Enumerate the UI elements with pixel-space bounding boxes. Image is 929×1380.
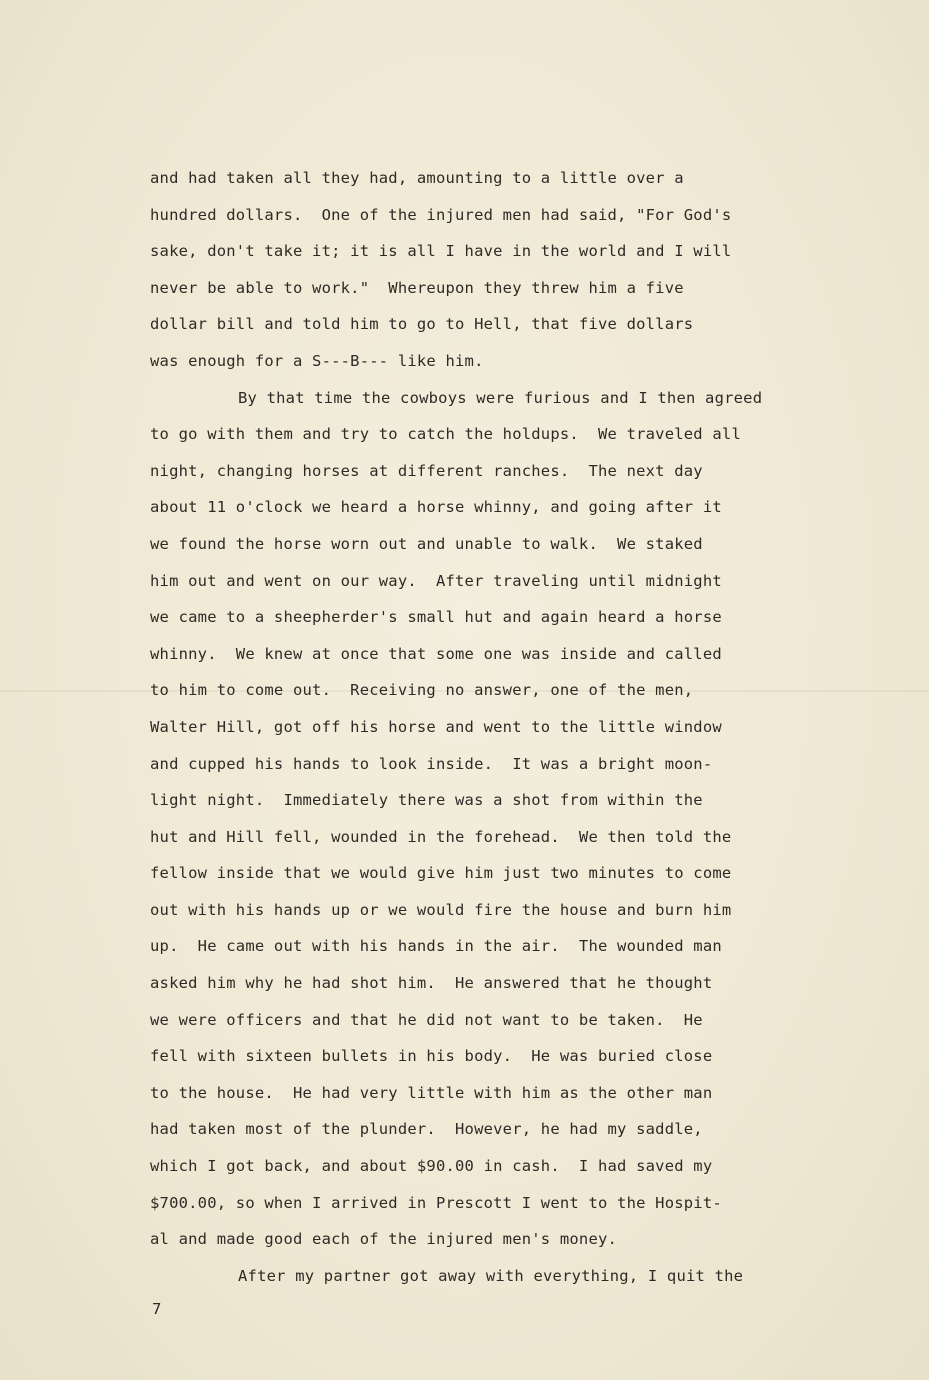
text-line: Walter Hill, got off his horse and went to the little window [150, 717, 722, 736]
text-line: we were officers and that he did not want to be taken. He [150, 1010, 703, 1029]
text-line: fellow inside that we would give him just two minutes to come [150, 864, 732, 883]
text-line: him out and went on our way. After traveling until midnight [150, 571, 722, 590]
page-number: 7 [152, 1300, 162, 1318]
text-line: was enough for a S---B--- like him. [150, 351, 484, 370]
text-line: about 11 o'clock we heard a horse whinny, and going after it [150, 498, 722, 517]
text-line: to the house. He had very little with him as the other man [150, 1083, 713, 1102]
text-line: After my partner got away with everything, I quit the [238, 1266, 744, 1285]
typed-body-text [150, 160, 870, 1294]
text-line: hut and Hill fell, wounded in the forehead. We then told the [150, 827, 732, 846]
text-line: fell with sixteen bullets in his body. He was buried close [150, 1047, 713, 1066]
text-line: to go with them and try to catch the holdups. We traveled all [150, 425, 741, 444]
text-line: asked him why he had shot him. He answered that he thought [150, 974, 713, 993]
text-line: dollar bill and told him to go to Hell, that five dollars [150, 315, 694, 334]
text-line: we came to a sheepherder's small hut and again heard a horse [150, 608, 722, 627]
text-line: we found the horse worn out and unable to walk. We staked [150, 534, 703, 553]
text-line: never be able to work." Whereupon they threw him a five [150, 278, 684, 297]
text-line: hundred dollars. One of the injured men had said, "For God's [150, 205, 732, 224]
text-line: out with his hands up or we would fire the house and burn him [150, 900, 732, 919]
text-line: $700.00, so when I arrived in Prescott I went to the Hospit- [150, 1193, 722, 1212]
text-line: sake, don't take it; it is all I have in the world and I will [150, 242, 732, 261]
text-line: and had taken all they had, amounting to a little over a [150, 169, 684, 187]
text-line: light night. Immediately there was a shot from within the [150, 791, 703, 810]
text-line: which I got back, and about $90.00 in cash. I had saved my [150, 1157, 713, 1176]
text-line: up. He came out with his hands in the air. The wounded man [150, 937, 722, 956]
text-line: and cupped his hands to look inside. It was a bright moon- [150, 754, 713, 773]
text-line: night, changing horses at different ranches. The next day [150, 461, 703, 480]
text-line: By that time the cowboys were furious and I then agreed [238, 388, 763, 407]
text-line: had taken most of the plunder. However, he had my saddle, [150, 1120, 703, 1139]
text-line: to him to come out. Receiving no answer, one of the men, [150, 681, 694, 700]
text-line: al and made good each of the injured men's money. [150, 1230, 618, 1249]
text-line: whinny. We knew at once that some one was inside and called [150, 644, 722, 663]
